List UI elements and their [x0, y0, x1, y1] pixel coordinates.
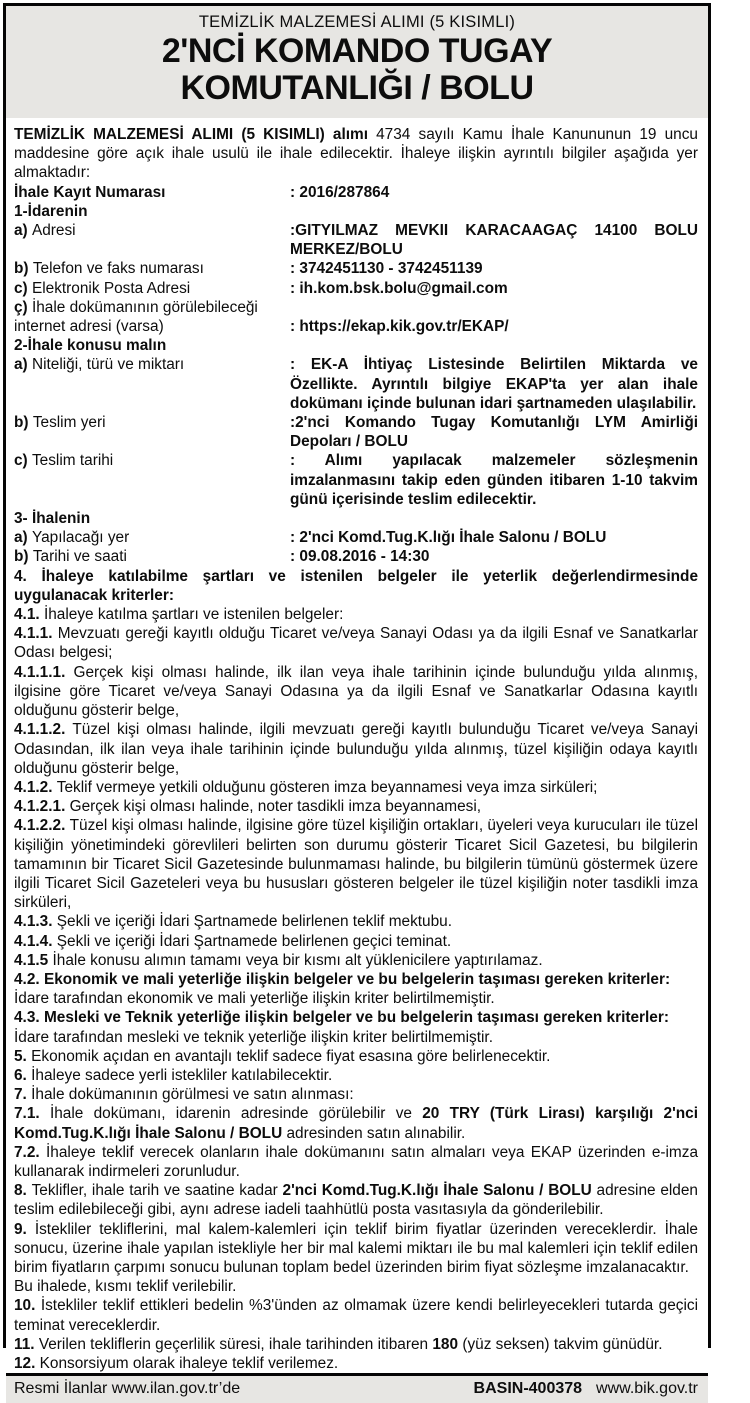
text-segment: Teslim tarihi — [31, 452, 114, 470]
text-segment: Yapılacağı yer — [31, 529, 130, 547]
bold-text-segment: 4. İhaleye katılabilme şartları ve istenilen belgeler ile yeterlik değerlendirmesinde uygulanacak kriterler: — [14, 567, 698, 604]
text-segment: Şekli ve içeriği İdari Şartnamede belirlenen teklif mektubu. — [56, 913, 453, 931]
bold-text-segment: 4.1.1.1. — [14, 663, 74, 681]
field-value: : 09.08.2016 - 14:30 — [290, 548, 430, 566]
paragraph — [14, 970, 698, 989]
bold-text-segment: 2'nci Komd.Tug.K.lığı İhale Salonu / BOLU — [282, 1182, 597, 1200]
text-segment: adresine elden teslim edilebileceği gibi, aynı adrese iadeli taahhütlü posta vasıtasıyla da gönderilebilir. — [14, 1182, 698, 1219]
field-value: : 3742451130 - 3742451139 — [290, 260, 483, 278]
text-segment: İdare tarafından ekonomik ve mali yeterliğe ilişkin kriter belirtilmemiştir. — [14, 990, 495, 1008]
field-label — [14, 279, 290, 298]
field-value: :GITYILMAZ MEVKII KARACAAGAÇ 14100 BOLU MERKEZ/BOLU — [290, 222, 698, 259]
bold-text-segment: c) — [14, 279, 32, 297]
text-segment: Elektronik Posta Adresi — [31, 279, 191, 297]
paragraph — [14, 1220, 698, 1278]
bold-text-segment: a) — [14, 222, 32, 240]
paragraph — [14, 1181, 698, 1219]
bold-text-segment: 4.1.4. — [14, 932, 57, 950]
field-row — [14, 183, 698, 202]
paragraph — [14, 912, 698, 931]
text-segment: Niteliği, türü ve miktarı — [31, 356, 185, 374]
bold-text-segment: 12. — [14, 1355, 40, 1372]
paragraph — [14, 778, 698, 797]
bold-text-segment: ç) — [14, 298, 32, 316]
text-segment: Teklif vermeye yetkili olduğunu gösteren imza beyannamesi veya imza sirküleri; — [56, 778, 598, 796]
field-value: : https://ekap.kik.gov.tr/EKAP/ — [290, 318, 509, 336]
paragraph — [14, 567, 698, 605]
bold-text-segment: a) — [14, 529, 32, 547]
bold-text-segment: 9. — [14, 1220, 35, 1238]
text-segment: İstekliler teklif ettikleri bedelin %3'ünden az olmamak üzere kendi belirleyecekleri tutarda geçici teminat vereceklerdir. — [14, 1297, 699, 1334]
text-segment: Konsorsiyum olarak ihaleye teklif verilemez. — [39, 1355, 339, 1372]
text-segment: İstekliler tekliflerini, mal kalem-kalemleri için teklif birim fiyatlar üzerinden vereceklerdir. İhale sonucu, üzerine ihale yapılan istekliyle her bir mal kalemi miktarı ile bu mal kalemleri için teklif edilen birim fiyatların çarpımı sonucu bulunan toplam bedel üzerinden birim fiyat sözleşme imzalanacaktır. — [14, 1220, 698, 1276]
paragraph — [14, 1143, 698, 1181]
text-segment: Gerçek kişi olması halinde, noter tasdikli imza beyannamesi, — [69, 798, 482, 816]
text-segment: Teslim yeri — [32, 414, 106, 432]
text-segment: Bu ihalede, kısmı teklif verilebilir. — [14, 1278, 237, 1296]
bold-text-segment: 4.1.2.2. — [14, 817, 70, 835]
text-segment: Tüzel kişi olması halinde, ilgisine göre tüzel kişiliğin ortakları, üyeleri veya kurucuları ile tüzel kişiliğin yönetimindeki görevlileri belirten son durumu gösterir Ticaret Sicil Gazetesi, bu bilgilerin tamamının bir Ticaret Sicil Gazetesinde bulunmaması halinde, bu bilgilerin tümünü göstermek üzere ilgili Ticaret Sicil Gazeteleri veya bu hususları gösteren belgeler ile tüzel kişiliğin noter tasdikli imza sirküleri, — [14, 817, 698, 912]
paragraph — [14, 816, 698, 912]
press-number: BASIN-400378 — [473, 1380, 583, 1398]
paragraph — [14, 605, 698, 624]
text-segment: adresinden satın alınabilir. — [286, 1124, 466, 1142]
paragraph — [14, 1296, 698, 1334]
field-row — [14, 298, 698, 336]
paragraph — [14, 1354, 698, 1373]
text-segment: Verilen tekliflerin geçerlilik süresi, ihale tarihinden itibaren — [38, 1335, 433, 1353]
paragraph — [14, 624, 698, 662]
paragraph — [14, 1008, 698, 1027]
bold-text-segment: 4.3. Mesleki ve Teknik yeterliğe ilişkin belgeler ve bu belgelerin taşıması gereken kriterler: — [14, 1009, 669, 1027]
bold-text-segment: İhale Kayıt Numarası — [14, 183, 166, 201]
bold-text-segment: a) — [14, 356, 32, 374]
bold-text-segment: 4.1.1.2. — [14, 721, 73, 739]
field-value: : ih.kom.bsk.bolu@gmail.com — [290, 279, 508, 297]
bold-text-segment: b) — [14, 260, 33, 278]
field-label — [14, 451, 290, 470]
bold-text-segment: 11. — [14, 1335, 39, 1353]
bold-text-segment: 1-İdarenin — [14, 202, 88, 220]
bold-text-segment: 7.1. — [14, 1105, 50, 1123]
bold-text-segment: 4.1.2. — [14, 778, 57, 796]
text-segment: İhaleye katılma şartları ve istenilen belgeler: — [43, 606, 344, 624]
bold-text-segment: b) — [14, 414, 33, 432]
field-label — [14, 528, 290, 547]
paragraph — [14, 1028, 698, 1047]
tender-notice-document — [3, 3, 711, 1398]
bold-text-segment: 4.1. — [14, 606, 44, 624]
text-segment: 4734 sayılı Kamu İhale Kanununun 19 uncu maddesine göre açık ihale usulü ile ihale edilecektir. İhaleye ilişkin ayrıntılı bilgiler aşağıda yer almaktadır: — [14, 126, 698, 182]
paragraph — [14, 336, 698, 355]
text-segment: İhale konusu alımın tamamı veya bir kısmı alt yüklenicilere yaptırılamaz. — [52, 951, 543, 969]
paragraph — [14, 1104, 698, 1142]
paragraph — [14, 797, 698, 816]
paragraph — [14, 509, 698, 528]
bold-text-segment: 4.1.3. — [14, 913, 57, 931]
document-header — [6, 6, 708, 118]
bold-text-segment: 10. — [14, 1297, 41, 1315]
paragraph — [14, 1085, 698, 1104]
paragraph — [14, 989, 698, 1008]
text-segment: Gerçek kişi olması halinde, ilk ilan veya ihale tarihinin içinde bulunduğu yılda alınmış, ilgisine göre Ticaret ve/veya Sanayi Odasına ya da ilgili Esnaf ve Sanatkarlar Odasına kayıtlı olduğunu gösterir belge, — [14, 663, 699, 720]
paragraph — [14, 951, 698, 970]
field-label — [14, 547, 290, 566]
document-footer — [6, 1373, 708, 1403]
bold-text-segment: 7. — [14, 1086, 32, 1104]
text-segment: Adresi — [31, 222, 76, 240]
field-value: : 2016/287864 — [290, 183, 390, 201]
bold-text-segment: 4.1.1. — [14, 625, 58, 643]
bold-text-segment: b) — [14, 548, 33, 566]
paragraph — [14, 1335, 698, 1354]
text-segment: İhaleye sadece yerli istekliler katılabilecektir. — [31, 1066, 333, 1084]
bold-text-segment: 5. — [14, 1047, 32, 1065]
field-label — [14, 298, 290, 336]
text-segment: Tüzel kişi olması halinde, ilgili mevzuatı gereği kayıtlı bulunduğu Ticaret ve/veya Sanayi Odasından, ilk ilan veya ihale tarihinin içinde bulunduğu yılda alınmış, tüzel kişiliğin odaya kayıtlı olduğunu gösterir belge, — [14, 721, 698, 777]
paragraph — [14, 202, 698, 221]
text-segment: Mevzuatı gereği kayıtlı olduğu Ticaret ve/veya Sanayi Odası ya da ilgili Esnaf ve Sanatkarlar Odası belgesi; — [14, 625, 698, 662]
bold-text-segment: 4.1.2.1. — [14, 798, 70, 816]
notice-title-line2: KOMUTANLIĞI / BOLU — [180, 69, 534, 107]
bold-text-segment: 3- İhalenin — [14, 510, 91, 528]
field-label — [14, 259, 290, 278]
text-segment: Teklifler, ihale tarih ve saatine kadar — [31, 1182, 283, 1200]
bold-text-segment: 20 TRY (Türk Lirası) karşılığı 2'nci Komd.Tug.K.lığı İhale Salonu / BOLU — [14, 1105, 699, 1142]
footer-press-reference — [474, 1379, 698, 1398]
paragraph — [14, 1066, 698, 1085]
field-row — [14, 547, 698, 566]
paragraph — [14, 1047, 698, 1066]
footer-official-ads-text: Resmi İlanlar www.ilan.gov.tr’de — [14, 1380, 241, 1398]
bold-text-segment: TEMİZLİK MALZEMESİ ALIMI (5 KISIMLI) alımı — [14, 126, 377, 143]
text-segment: (yüz seksen) takvim günüdür. — [462, 1335, 663, 1353]
text-segment: Şekli ve içeriği İdari Şartnamede belirlenen geçici teminat. — [56, 932, 452, 950]
paragraph — [14, 932, 698, 951]
text-segment: Ekonomik açıdan en avantajlı teklif sadece fiyat esasına göre belirlenecektir. — [31, 1047, 551, 1065]
bold-text-segment: 180 — [432, 1335, 463, 1353]
bold-text-segment: 8. — [14, 1182, 32, 1200]
text-segment: İhale dokümanının görülebileceği internet adresi (varsa) — [14, 298, 258, 336]
field-value: : EK-A İhtiyaç Listesinde Belirtilen Miktarda ve Özellikte. Ayrıntılı bilgiye EKAP'ta yer alan ihale dokümanı içinde bulunan idari şartnameden ulaşılabilir. — [290, 356, 698, 412]
bold-text-segment: 2-İhale konusu malın — [14, 337, 167, 355]
bold-text-segment: 7.2. — [14, 1143, 47, 1161]
text-segment: İdare tarafından mesleki ve teknik yeterliğe ilişkin kriter belirtilmemiştir. — [14, 1028, 493, 1046]
text-segment: İhale dokümanı, idarenin adresinde görülebilir ve — [49, 1105, 423, 1123]
paragraph — [14, 125, 698, 183]
notice-subtitle: TEMİZLİK MALZEMESİ ALIMI (5 KISIMLI) — [198, 13, 516, 31]
text-segment: İhale dokümanının görülmesi ve satın alınması: — [31, 1086, 354, 1104]
field-value: :2'nci Komando Tugay Komutanlığı LYM Amirliği Depoları / BOLU — [290, 414, 698, 451]
field-label — [14, 221, 290, 240]
field-value: : Alımı yapılacak malzemeler sözleşmenin imzalanmasını takip eden günden itibaren 1-10 takvim günü içerisinde teslim edilecektir. — [290, 452, 698, 508]
bold-text-segment: 6. — [14, 1066, 32, 1084]
field-row — [14, 413, 698, 451]
document-body — [6, 118, 708, 1373]
field-row — [14, 355, 698, 413]
field-value: : 2'nci Komd.Tug.K.lığı İhale Salonu / BOLU — [290, 529, 607, 547]
paragraph — [14, 663, 698, 721]
field-label — [14, 355, 290, 374]
text-segment: Telefon ve faks numarası — [32, 260, 204, 278]
text-segment: İhaleye teklif verecek olanların ihale dokümanını satın almaları veya EKAP üzerinden e-imza kullanarak indirmeleri zorunludur. — [14, 1143, 699, 1180]
text-segment: Tarihi ve saati — [32, 548, 127, 566]
field-label — [14, 183, 290, 202]
paragraph — [14, 1277, 698, 1296]
field-row — [14, 221, 698, 259]
press-website: www.bik.gov.tr — [596, 1380, 698, 1398]
notice-title-line1: 2'NCİ KOMANDO TUGAY — [161, 32, 553, 70]
bold-text-segment: c) — [14, 452, 32, 470]
field-row — [14, 259, 698, 278]
field-row — [14, 279, 698, 298]
bold-text-segment: 4.2. Ekonomik ve mali yeterliğe ilişkin belgeler ve bu belgelerin taşıması gereken kriterler: — [14, 970, 671, 988]
bold-text-segment: 4.1.5 — [14, 951, 53, 969]
field-row — [14, 528, 698, 547]
field-row — [14, 451, 698, 509]
field-label — [14, 413, 290, 432]
paragraph — [14, 720, 698, 778]
